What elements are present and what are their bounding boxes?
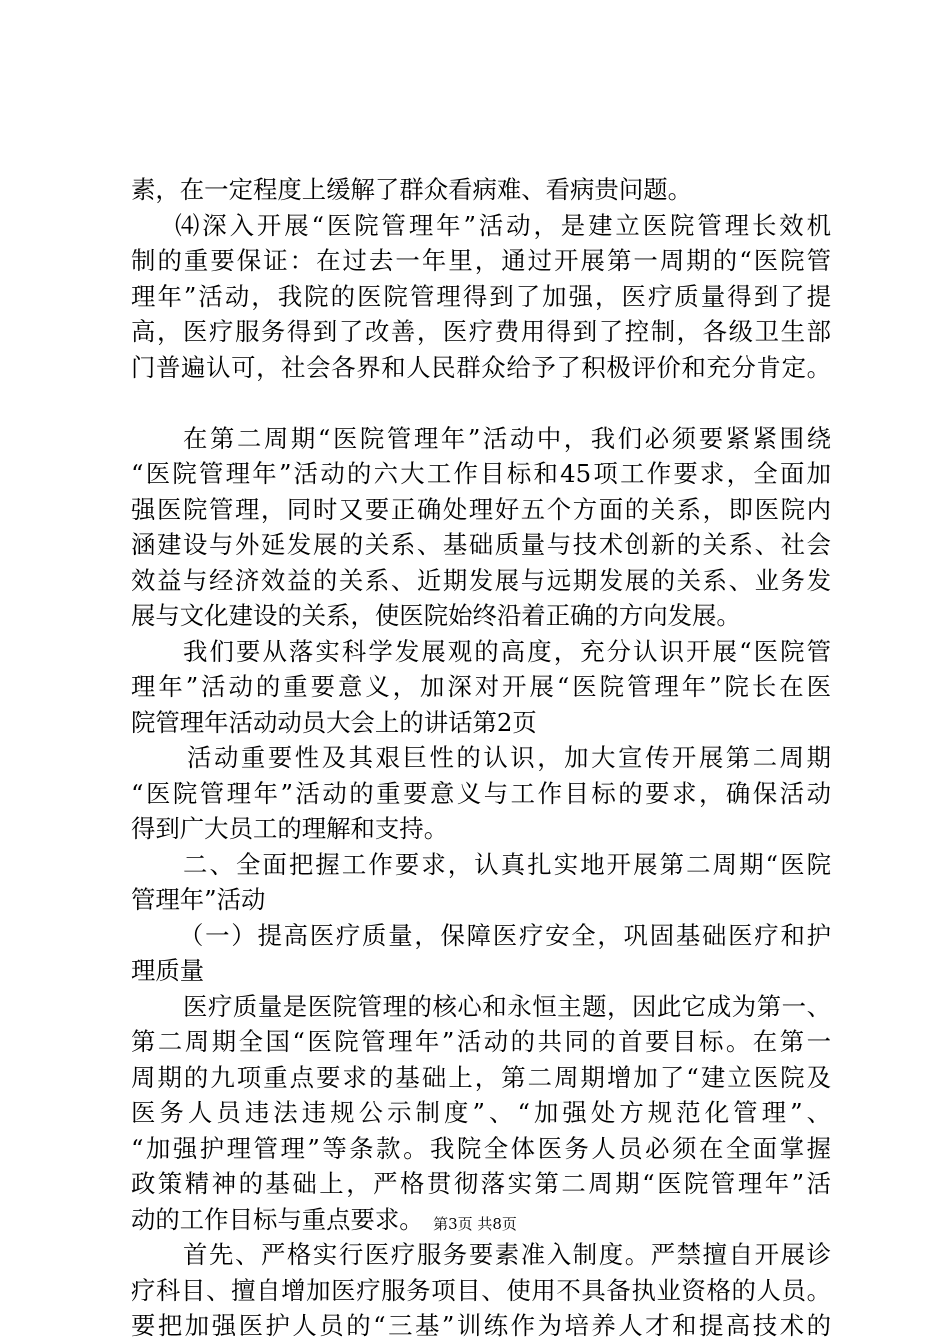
text-line: 动的工作目标与重点要求。 <box>131 1204 424 1234</box>
text-line: 疗科目、擅自增加医疗服务项目、使用不具备执业资格的人员。 <box>131 1275 831 1305</box>
text-line: （一）提高医疗质量，保障医疗安全，巩固基础医疗和护 <box>179 920 831 950</box>
text-line: 高，医疗服务得到了改善，医疗费用得到了控制，各级卫生部 <box>131 317 831 346</box>
text-line: 展与文化建设的关系，使医院始终沿着正确的方向发展。 <box>131 601 741 630</box>
text-line: 涵建设与外延发展的关系、基础质量与技术创新的关系、社会 <box>131 530 831 559</box>
text-line: 活动重要性及其艰巨性的认识，加大宣传开展第二周期 <box>187 743 831 772</box>
body-text <box>131 172 831 1344</box>
text-line: 制的重要保证：在过去一年里，通过开展第一周期的“医院管 <box>131 246 831 275</box>
text-line: 院管理年活动动员大会上的讲话第2页 <box>131 707 537 737</box>
text-line: 理年”活动的重要意义，加深对开展“医院管理年”院长在医 <box>131 672 831 701</box>
paragraph-gap <box>131 385 831 421</box>
text-line: 我们要从落实科学发展观的高度，充分认识开展“医院管 <box>183 636 831 666</box>
text-line: 周期的九项重点要求的基础上，第二周期增加了“建立医院及 <box>131 1062 831 1092</box>
text-line: 效益与经济效益的关系、近期发展与远期发展的关系、业务发 <box>131 565 831 595</box>
text-line: 医疗质量是医院管理的核心和永恒主题，因此它成为第一、 <box>183 991 831 1021</box>
text-line: 强医院管理，同时又要正确处理好五个方面的关系，即医院内 <box>131 494 831 524</box>
page-footer: 第3页 共8页 <box>433 1215 517 1233</box>
text-line: ⑷深入开展“医院管理年”活动，是建立医院管理长效机 <box>175 210 831 240</box>
text-line: 理年”活动，我院的医院管理得到了加强，医疗质量得到了提 <box>131 281 831 311</box>
text-line: “医院管理年”活动的六大工作目标和45项工作要求，全面加 <box>131 459 831 488</box>
text-line: 素，在一定程度上缓解了群众看病难、看病贵问题。 <box>131 175 692 204</box>
text-line: 政策精神的基础上，严格贯彻落实第二周期“医院管理年”活 <box>131 1169 831 1198</box>
text-line: 第二周期全国“医院管理年”活动的共同的首要目标。在第一 <box>131 1027 831 1056</box>
text-line: 首先、严格实行医疗服务要素准入制度。严禁擅自开展诊 <box>183 1240 831 1269</box>
text-line: 得到广大员工的理解和支持。 <box>131 814 449 843</box>
text-line: 二、全面把握工作要求，认真扎实地开展第二周期“医院 <box>183 849 831 879</box>
text-line: “加强护理管理”等条款。我院全体医务人员必须在全面掌握 <box>131 1133 831 1163</box>
text-line: 理质量 <box>131 956 205 985</box>
text-line: 门普遍认可，社会各界和人民群众给予了积极评价和充分肯定。 <box>131 352 831 382</box>
text-line: 在第二周期“医院管理年”活动中，我们必须要紧紧围绕 <box>183 423 831 453</box>
text-line: 要把加强医护人员的“三基”训练作为培养人才和提高技术的 <box>131 1311 831 1340</box>
text-line: 管理年”活动 <box>131 885 266 914</box>
text-line: 医务人员违法违规公示制度”、“加强处方规范化管理”、 <box>131 1098 831 1127</box>
text-line: “医院管理年”活动的重要意义与工作目标的要求，确保活动 <box>131 778 831 808</box>
